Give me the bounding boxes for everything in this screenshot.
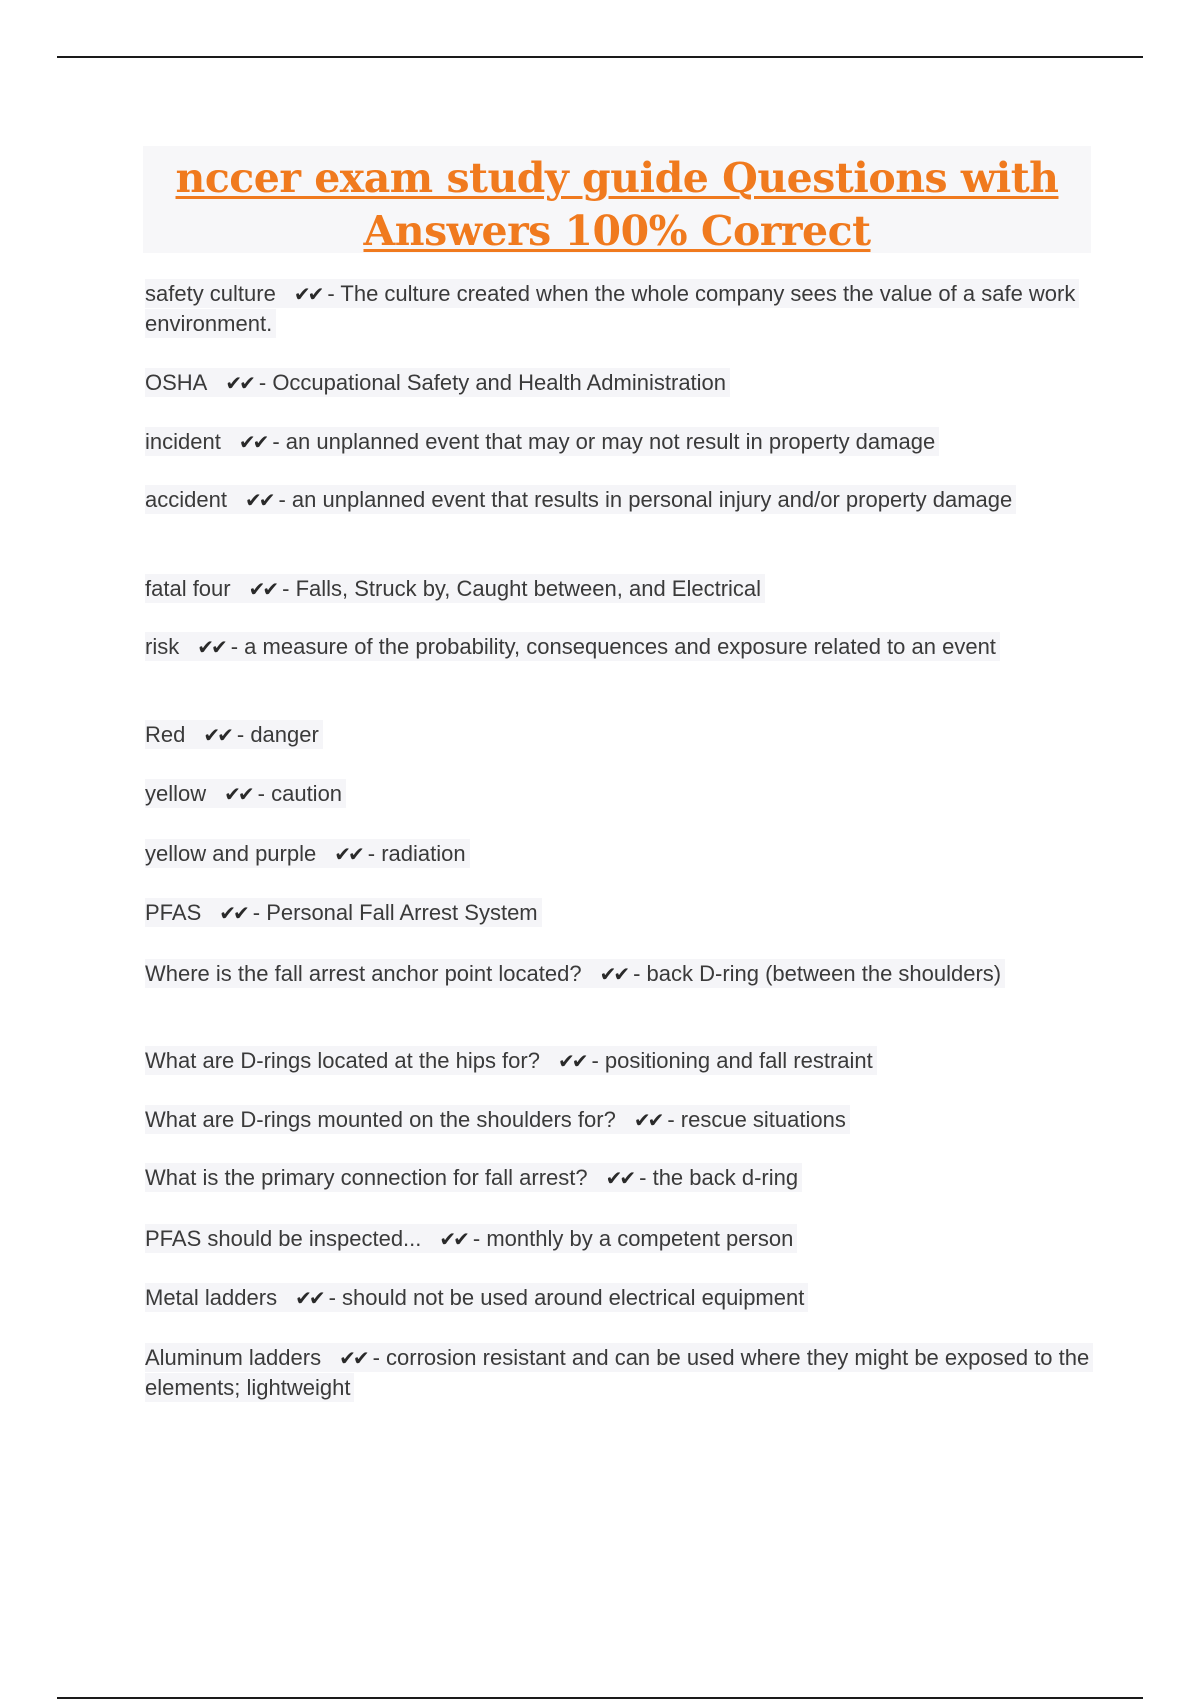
double-check-icon: ✔✔	[224, 782, 252, 806]
qa-term: Aluminum ladders	[145, 1345, 322, 1370]
qa-term: PFAS should be inspected...	[145, 1226, 422, 1251]
qa-definition: - Occupational Safety and Health Administration	[258, 370, 727, 395]
qa-definition: - corrosion resistant and can be used where they might be exposed to the elements; lightweight	[145, 1345, 1090, 1400]
qa-term: fatal four	[145, 576, 231, 601]
qa-definition: - Falls, Struck by, Caught between, and Electrical	[282, 576, 762, 601]
qa-definition: - monthly by a competent person	[472, 1226, 794, 1251]
double-check-icon: ✔✔	[439, 1227, 467, 1251]
page-bottom-rule	[57, 1697, 1143, 1699]
qa-item	[145, 959, 1095, 989]
qa-item	[145, 574, 1095, 604]
qa-item	[145, 898, 1095, 928]
double-check-icon: ✔✔	[605, 1166, 634, 1190]
qa-item	[145, 720, 1095, 750]
qa-term: yellow and purple	[145, 841, 317, 866]
qa-definition: - caution	[257, 781, 343, 806]
qa-definition: - a measure of the probability, consequences and exposure related to an event	[230, 634, 996, 659]
qa-term: What is the primary connection for fall arrest?	[145, 1165, 588, 1190]
double-check-icon: ✔✔	[244, 488, 273, 512]
qa-definition: - radiation	[367, 841, 466, 866]
double-check-icon: ✔✔	[225, 371, 253, 395]
qa-term: What are D-rings located at the hips for?	[145, 1048, 540, 1073]
qa-definition: - an unplanned event that results in personal injury and/or property damage	[278, 487, 1013, 512]
qa-definition: - Personal Fall Arrest System	[252, 900, 538, 925]
qa-item	[145, 779, 1095, 809]
qa-item	[145, 279, 1095, 339]
document-title-block	[143, 146, 1091, 253]
qa-term: OSHA	[145, 370, 208, 395]
qa-term: risk	[145, 634, 180, 659]
double-check-icon: ✔✔	[295, 1286, 323, 1310]
qa-item	[145, 1163, 1095, 1193]
qa-term: incident	[145, 429, 221, 454]
double-check-icon: ✔✔	[203, 723, 231, 747]
qa-definition: - an unplanned event that may or may not result in property damage	[272, 429, 936, 454]
page-top-rule	[57, 56, 1143, 58]
qa-item	[145, 1105, 1095, 1135]
qa-definition: - should not be used around electrical equipment	[328, 1285, 805, 1310]
qa-item	[145, 485, 1095, 515]
qa-term: PFAS	[145, 900, 202, 925]
double-check-icon: ✔✔	[557, 1049, 586, 1073]
qa-definition: - rescue situations	[667, 1107, 846, 1132]
document-title-line-2: Answers 100% Correct	[363, 207, 871, 255]
qa-term: Red	[145, 722, 186, 747]
double-check-icon: ✔✔	[599, 962, 628, 986]
qa-definition: - danger	[236, 722, 319, 747]
qa-item	[145, 1224, 1095, 1254]
double-check-icon: ✔✔	[339, 1346, 367, 1370]
qa-item	[145, 1046, 1095, 1076]
qa-definition: - back D-ring (between the shoulders)	[633, 961, 1002, 986]
qa-term: safety culture	[145, 281, 276, 306]
qa-item	[145, 368, 1095, 398]
double-check-icon: ✔✔	[334, 842, 362, 866]
double-check-icon: ✔✔	[293, 282, 322, 306]
qa-item	[145, 427, 1095, 457]
qa-term: Where is the fall arrest anchor point located?	[145, 961, 582, 986]
qa-item	[145, 1283, 1095, 1313]
qa-item	[145, 1343, 1095, 1403]
qa-definition: - the back d-ring	[639, 1165, 799, 1190]
qa-term: Metal ladders	[145, 1285, 278, 1310]
qa-item	[145, 632, 1095, 662]
double-check-icon: ✔✔	[248, 577, 277, 601]
qa-term: yellow	[145, 781, 207, 806]
double-check-icon: ✔✔	[219, 901, 247, 925]
qa-definition: - The culture created when the whole company sees the value of a safe work environment.	[145, 281, 1076, 336]
qa-item	[145, 839, 1095, 869]
double-check-icon: ✔✔	[633, 1108, 662, 1132]
qa-definition: - positioning and fall restraint	[591, 1048, 873, 1073]
qa-term: accident	[145, 487, 227, 512]
double-check-icon: ✔✔	[197, 635, 225, 659]
document-title-line-1: nccer exam study guide Questions with	[175, 154, 1059, 202]
double-check-icon: ✔✔	[238, 430, 267, 454]
qa-term: What are D-rings mounted on the shoulders for?	[145, 1107, 616, 1132]
